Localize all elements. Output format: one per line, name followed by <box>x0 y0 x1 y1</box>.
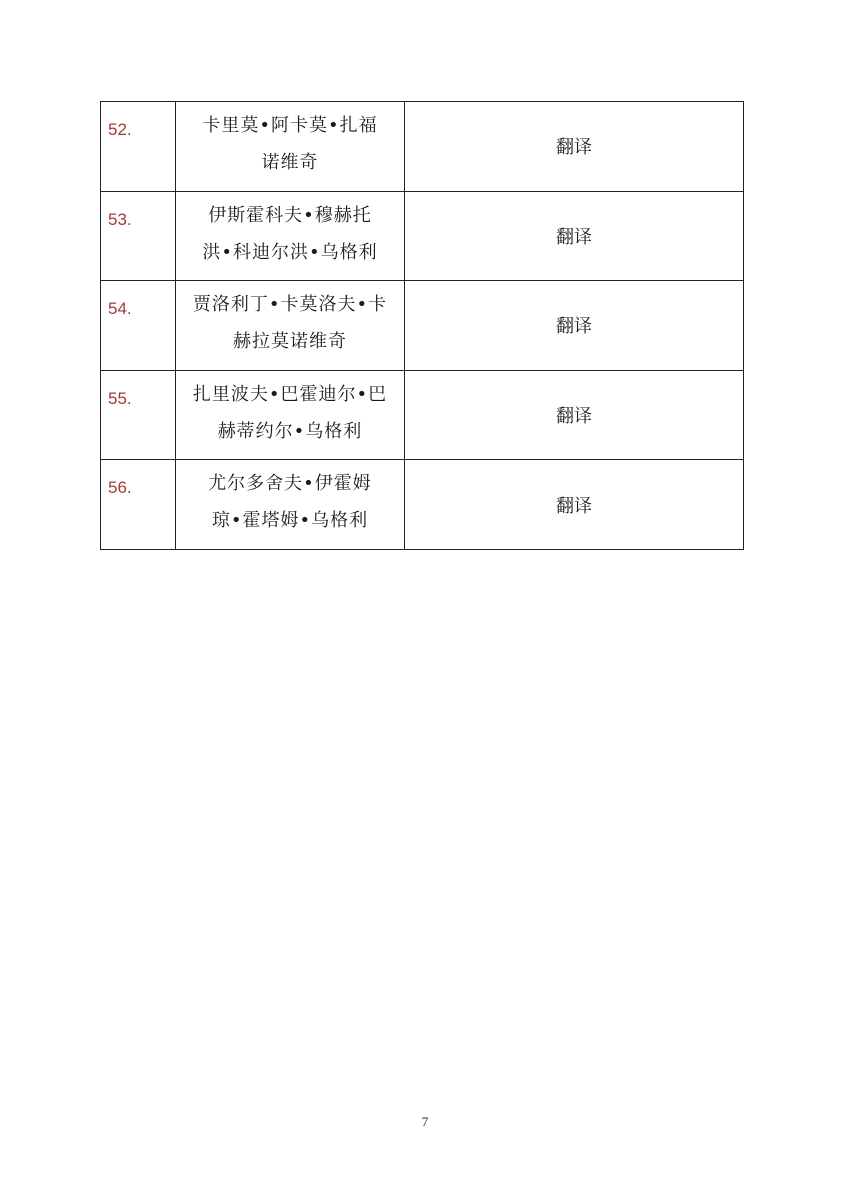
person-name-line: 洪•科迪尔洪•乌格利 <box>202 241 378 263</box>
row-number: 56. <box>101 460 176 550</box>
table-row <box>101 281 744 371</box>
person-role: 翻译 <box>405 102 744 192</box>
person-name-line: 赫蒂约尔•乌格利 <box>217 420 363 442</box>
person-name-line: 尤尔多舍夫•伊霍姆 <box>208 473 372 495</box>
person-name-line: 伊斯霍科夫•穆赫托 <box>208 204 372 226</box>
row-number: 54. <box>101 281 176 371</box>
table-row <box>101 460 744 550</box>
person-role: 翻译 <box>405 370 744 460</box>
person-role: 翻译 <box>405 191 744 281</box>
table-row <box>101 191 744 281</box>
row-number: 55. <box>101 370 176 460</box>
person-role: 翻译 <box>405 281 744 371</box>
person-name-line: 琼•霍塔姆•乌格利 <box>211 510 369 532</box>
person-name-line: 诺维奇 <box>261 152 319 173</box>
person-name-line: 卡里莫•阿卡莫•扎福 <box>202 115 378 136</box>
table-row <box>101 370 744 460</box>
person-name <box>176 460 405 550</box>
personnel-table <box>100 101 744 550</box>
person-name-line: 扎里波夫•巴霍迪尔•巴 <box>192 383 388 405</box>
page-number: 7 <box>421 1114 429 1129</box>
person-role: 翻译 <box>405 460 744 550</box>
person-name-line: 贾洛利丁•卡莫洛夫•卡 <box>192 294 388 316</box>
person-name-line: 赫拉莫诺维奇 <box>233 331 347 353</box>
row-number: 53. <box>101 191 176 281</box>
person-name <box>176 102 405 192</box>
table-row <box>101 102 744 192</box>
person-name <box>176 281 405 371</box>
row-number: 52. <box>101 102 176 192</box>
person-name <box>176 370 405 460</box>
person-name <box>176 191 405 281</box>
